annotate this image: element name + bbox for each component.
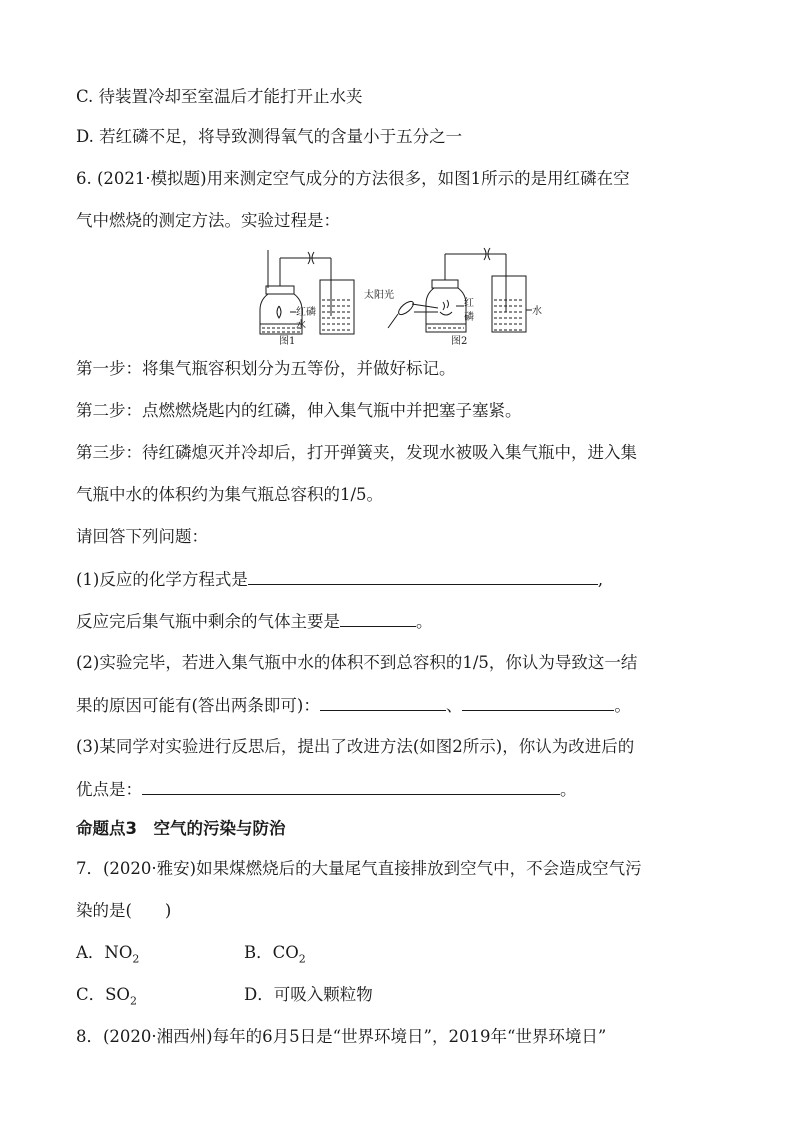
q3-blank[interactable] [142,778,560,795]
question-3-line1: (3)某同学对实验进行反思后，提出了改进方法(如图2所示)，你认为改进后的 [76,737,635,756]
step-3-text-line2: 气瓶中水的体积约为集气瓶总容积的1/5。 [76,485,384,504]
figure-2 [388,248,532,332]
apparatus-diagram [246,240,546,348]
q2-prompt: 果的原因可能有(答出两条即可)： [76,696,320,715]
q2-separator: 、 [445,696,463,715]
q1-gas-prompt: 反应完后集气瓶中剩余的气体主要是 [76,612,340,631]
question-6-stem-line2: 气中燃烧的测定方法。实验过程是： [76,211,340,230]
q1-period: 。 [416,612,433,631]
label-red-fig2: 红 [464,298,474,309]
q1-equation-prompt: (1)反应的化学方程式是 [76,570,248,589]
question-7-stem-line1: 7．(2020·雅安)如果煤燃烧后的大量尾气直接排放到空气中，不会造成空气污 [76,859,642,878]
option-d-text: D. 若红磷不足，将导致测得氧气的含量小于五分之一 [76,127,463,146]
figure-1 [260,250,354,334]
question-1-line1 [76,568,603,591]
q1-equation-blank[interactable] [248,568,598,585]
label-sunlight: 太阳光 [364,290,394,301]
question-6-stem-line1: 6. (2021·模拟题)用来测定空气成分的方法很多，如图1所示的是用红磷在空 [76,169,630,188]
q3-prompt: 优点是： [76,780,142,799]
q1-gas-blank[interactable] [340,610,416,627]
step-1-text: 第一步：将集气瓶容积划分为五等份，并做好标记。 [76,359,456,378]
q7-option-c: C．$SO_2$ [76,985,137,1008]
q3-period: 。 [560,780,577,799]
label-red-phosphorus: 红磷 [296,307,316,318]
question-2-line2 [76,694,631,717]
question-3-line2 [76,778,577,801]
label-phosphorus-fig2: 磷 [464,312,474,323]
question-1-line2 [76,610,433,633]
fig2-caption: 图2 [451,336,468,347]
label-water-fig1: 水 [296,320,306,331]
q2-blank-2[interactable] [462,694,614,711]
q2-blank-1[interactable] [320,694,446,711]
q7-option-d: D．可吸入颗粒物 [244,985,373,1004]
q2-period: 。 [614,696,631,715]
label-water-fig2: 水 [532,306,542,317]
q7-option-a: A．$NO_2$ [76,943,140,966]
q7-option-b: B．$CO_2$ [244,943,306,966]
q1-comma: , [597,570,604,589]
question-8-stem-line1: 8．(2020·湘西州)每年的6月5日是“世界环境日”，2019年“世界环境日” [76,1027,607,1046]
step-2-text: 第二步：点燃燃烧匙内的红磷，伸入集气瓶中并把塞子塞紧。 [76,401,522,420]
step-3-text-line1: 第三步：待红磷熄灭并冷却后，打开弹簧夹，发现水被吸入集气瓶中，进入集 [76,443,637,462]
fig1-caption: 图1 [279,336,296,347]
answer-prompt: 请回答下列问题： [76,527,208,546]
section-title: 命题点3 空气的污染与防治 [76,819,286,838]
experiment-figure [246,240,546,348]
question-7-stem-line2: 染的是( ) [76,901,172,920]
question-2-line1: (2)实验完毕，若进入集气瓶中水的体积不到总容积的1/5，你认为导致这一结 [76,653,638,672]
option-c-text: C. 待装置冷却至室温后才能打开止水夹 [76,87,363,106]
